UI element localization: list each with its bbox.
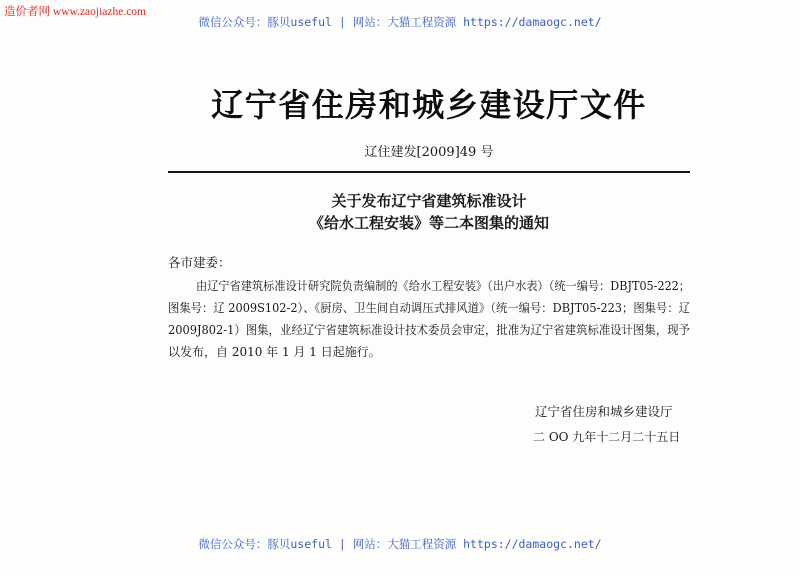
footer-banner: 微信公众号：豚贝useful | 网站：大猫工程资源 https://damaogc.net/ [198,537,602,551]
subject-line-2: 《给水工程安装》等二本图集的通知 [308,214,549,232]
body-line: 图集号：辽 2009S102-2）、《厨房、卫生间自动调压式排风道》（统一编号：DBJT05-223；图集号：辽 [168,301,690,315]
header-banner: 微信公众号：豚贝useful | 网站：大猫工程资源 https://damaogc.net/ [198,15,602,29]
salutation: 各市建委： [168,255,231,270]
body-line: 2009J802-1）图集，业经辽宁省建筑标准设计技术委员会审定，批准为辽宁省建筑标准设计图集，现予 [168,323,690,337]
issue-date: 二 OO 九年十二月二十五日 [533,430,681,444]
body-line: 由辽宁省建筑标准设计研究院负责编制的《给水工程安装》（出户水表）（统一编号：DBJT05-222； [196,279,690,293]
header-rule [168,171,690,173]
issuer-title: 辽宁省住房和城乡建设厅文件 [211,86,647,124]
subject-line-1: 关于发布辽宁省建筑标准设计 [331,192,527,210]
signatory: 辽宁省住房和城乡建设厅 [535,404,673,419]
site-watermark: 造价者网 www.zaojiazhe.com [4,6,147,18]
body-line: 以发布，自 2010 年 1 月 1 日起施行。 [168,345,381,359]
document-number: 辽住建发[2009]49 号 [364,145,494,160]
